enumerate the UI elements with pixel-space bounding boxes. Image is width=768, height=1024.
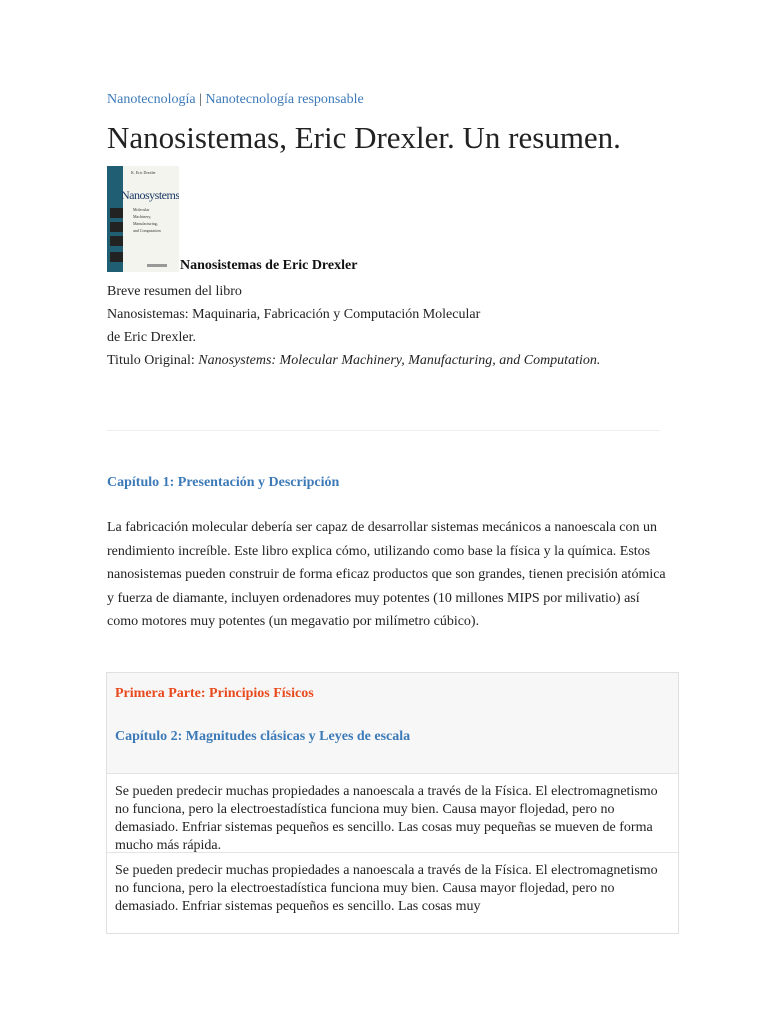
page-title: Nanosistemas, Eric Drexler. Un resumen.: [107, 120, 621, 155]
intro-line: de Eric Drexler.: [107, 330, 197, 345]
table-row: Se pueden predecir muchas propiedades a nanoescala a través de la Física. El electromagnetismo no funciona, pero la electroestadística funciona muy bien. Causa mayor flojedad, pero no demasiado. Enfriar sistemas pequeños es sencillo. Las cosas muy: [115, 863, 658, 914]
breadcrumb-link-nanotecnologia[interactable]: Nanotecnología: [107, 92, 196, 107]
cover-subtitle-line: Manufacturing,: [133, 221, 158, 226]
cover-square: [110, 252, 123, 262]
original-title-label: Titulo Original:: [107, 353, 195, 368]
section-divider: [107, 430, 660, 431]
book-cover-image: [107, 166, 179, 272]
book-intro: [107, 280, 687, 372]
intro-line: Breve resumen del libro: [107, 284, 242, 299]
cover-footer-mark: [147, 264, 167, 267]
cover-subtitle-line: Molecular: [133, 207, 150, 212]
breadcrumb-link-nanotecnologia-responsable[interactable]: Nanotecnología responsable: [205, 92, 364, 107]
breadcrumb: [107, 92, 364, 108]
breadcrumb-separator: |: [199, 92, 202, 107]
original-title-value: Nanosystems: Molecular Machinery, Manufacturing, and Computation.: [198, 353, 601, 368]
intro-line: Nanosistemas: Maquinaria, Fabricación y Computación Molecular: [107, 307, 481, 322]
cover-subtitle-line: Machinery,: [133, 214, 152, 219]
part1-heading: Primera Parte: Principios Físicos: [115, 686, 314, 701]
cover-title: Nanosystems: [121, 188, 179, 202]
cover-author: K. Eric Drexler: [131, 170, 156, 175]
cover-square: [110, 208, 123, 218]
cover-subtitle: [133, 206, 177, 234]
table-row: Se pueden predecir muchas propiedades a nanoescala a través de la Física. El electromagnetismo no funciona, pero la electroestadística funciona muy bien. Causa mayor flojedad, pero no demasiado. Enfriar sistemas pequeños es sencillo. Las cosas muy pequeñas se mueven de forma mucho más rápida.: [107, 774, 678, 853]
cover-square: [110, 236, 123, 246]
cover-subtitle-line: and Computation: [133, 228, 161, 233]
chapter2-heading: Capítulo 2: Magnitudes clásicas y Leyes de escala: [115, 729, 411, 744]
cover-caption: Nanosistemas de Eric Drexler: [180, 258, 358, 273]
chapter1-heading: Capítulo 1: Presentación y Descripción: [107, 475, 340, 490]
part1-header: [107, 673, 678, 774]
chapter1-body: La fabricación molecular debería ser capaz de desarrollar sistemas mecánicos a nanoescala con un rendimiento increíble. Este libro explica cómo, utilizando como base la física y la química. Estos nanosistemas pueden construir de forma eficaz productos que son grandes, tienen precisión atómica y fuerza de diamante, incluyen ordenadores muy potentes (10 millones MIPS por milivatio) así como motores muy potentes (un megavatio por milímetro cúbico).: [107, 520, 666, 629]
cover-square: [110, 222, 123, 232]
intro-original-title: [107, 349, 687, 372]
part1-table: [106, 672, 679, 934]
